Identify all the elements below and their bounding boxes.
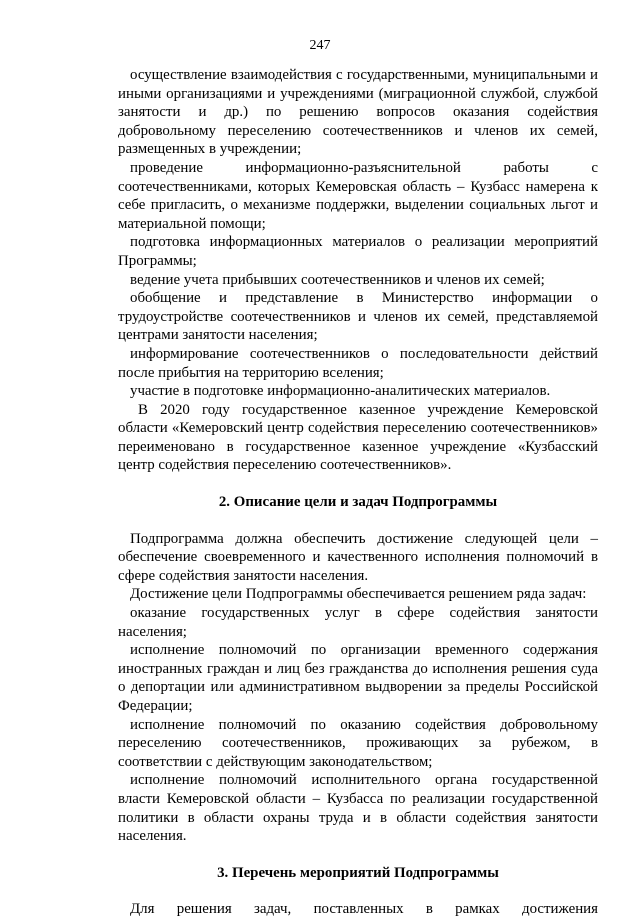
paragraph: участие в подготовке информационно-аналитических материалов. (130, 383, 551, 400)
page-number: 247 (309, 38, 331, 53)
section-heading: 3. Перечень мероприятий Подпрограммы (217, 864, 499, 881)
paragraph: Достижение цели Подпрограммы обеспечивается решением ряда задач: (130, 586, 587, 603)
paragraph: Подпрограмма должна обеспечить достижение следующей цели – обеспечение своевременного и качественного исполнения полномочий в сфере содействия занятости населения. (118, 530, 598, 584)
paragraph: обобщение и представление в Министерство информации о трудоустройстве соотечественников и членов их семей, представляемой центрами занятости населения; (118, 290, 598, 344)
paragraph: В 2020 году государственное казенное учреждение Кемеровской области «Кемеровский центр содействия переселению соотечественников» переименовано в государственное казенное учреждение «Кузбасский центр содействия переселению соотечественников». (118, 401, 598, 474)
paragraph: исполнение полномочий по оказанию содействия добровольному переселению соотечественников, проживающих за рубежом, в соответствии с действующим законодательством; (118, 716, 598, 770)
paragraph: проведение информационно-разъяснительной работы с соотечественниками, которых Кемеровская область – Кузбасс намерена к себе пригласить, о механизме поддержки, выделении социальных льгот и материальной помощи; (118, 159, 598, 232)
paragraph: ведение учета прибывших соотечественников и членов их семей; (130, 271, 545, 288)
paragraph: исполнение полномочий по организации временного содержания иностранных граждан и лиц без гражданства до исполнения решения суда о депортации или административном выдворении за пределы Российской Федерации; (118, 642, 598, 714)
section-heading: 2. Описание цели и задач Подпрограммы (218, 494, 498, 511)
paragraph: подготовка информационных материалов о реализации мероприятий Программы; (118, 234, 598, 269)
paragraph: оказание государственных услуг в сфере содействия занятости населения; (118, 605, 598, 640)
paragraph: Для решения задач, поставленных в рамках достижения (130, 901, 598, 918)
paragraph: информирование соотечественников о последовательности действий после прибытия на территорию вселения; (118, 345, 598, 381)
paragraph: осуществление взаимодействия с государственными, муниципальными и иными организациями и учреждениями (миграционной службой, службой занятости и др.) по решению вопросов оказания содействия добровольному переселению соотечественников и членов их семей, размещенных в учреждении; (118, 67, 598, 158)
page-body (118, 66, 598, 919)
paragraph: исполнение полномочий исполнительного органа государственной власти Кемеровской области – Кузбасса по реализации государственной политики в области охраны труда и в области содействия занятости населения. (118, 772, 598, 845)
